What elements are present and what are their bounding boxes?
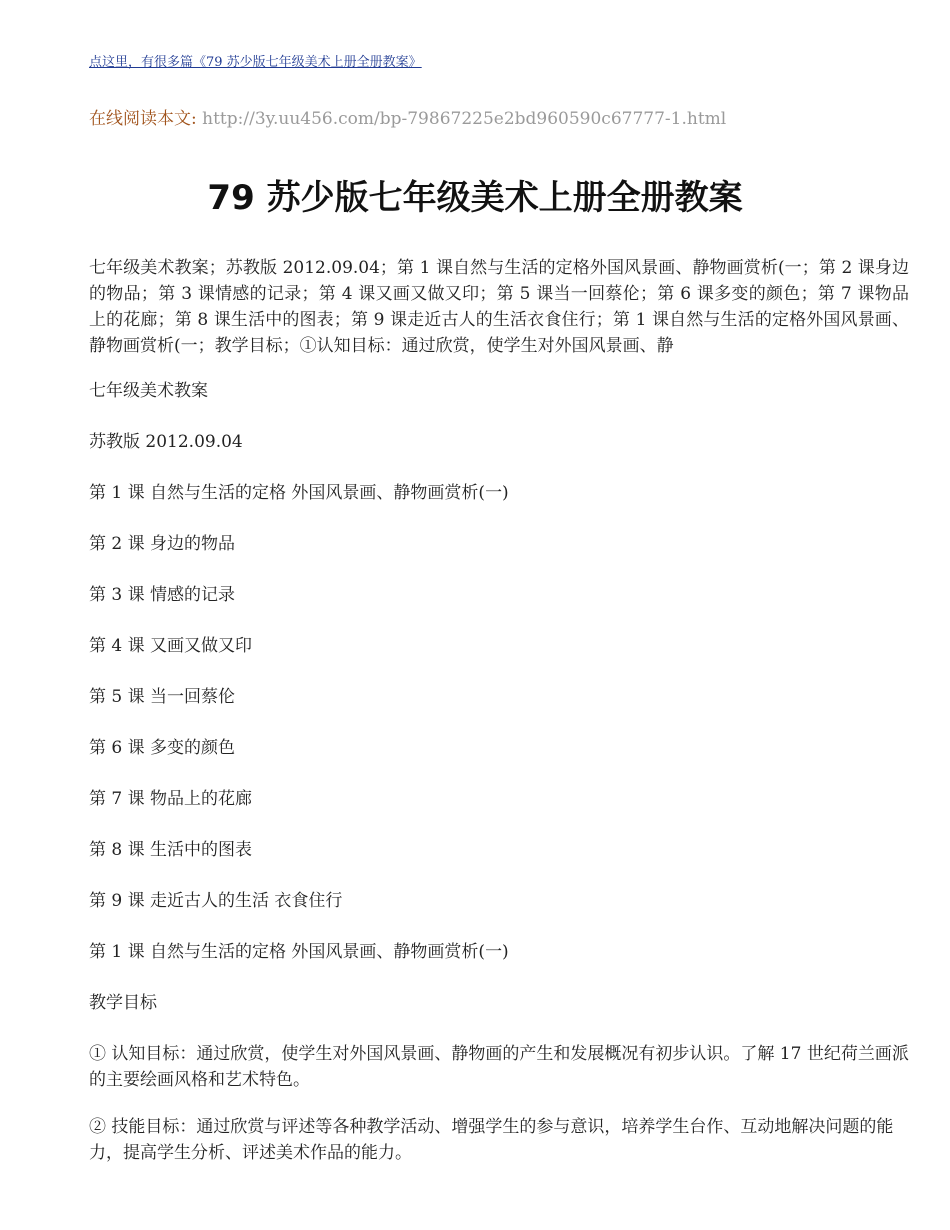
lesson-line: 第 8 课 生活中的图表 — [89, 840, 253, 860]
online-read-row — [89, 104, 726, 129]
lesson-line: 第 1 课 自然与生活的定格 外国风景画、静物画赏析(一) — [89, 483, 509, 503]
section-heading: 教学目标 — [89, 993, 157, 1013]
related-docs-link[interactable]: 点这里，有很多篇《79 苏少版七年级美术上册全册教案》 — [89, 55, 422, 70]
body-line: 七年级美术教案 — [89, 381, 208, 401]
objective-skill: ② 技能目标：通过欣赏与评述等各种教学活动、增强学生的参与意识，培养学生台作、互动地解决问题的能力，提高学生分析、评述美术作品的能力。 — [89, 1117, 894, 1163]
objective-cognitive: ① 认知目标：通过欣赏，使学生对外国风景画、静物画的产生和发展概况有初步认识。了解 17 世纪荷兰画派的主要绘画风格和艺术特色。 — [89, 1044, 909, 1090]
lesson-line: 第 4 课 又画又做又印 — [89, 636, 253, 656]
lesson-line: 第 7 课 物品上的花廊 — [89, 789, 253, 809]
lesson-line: 第 6 课 多变的颜色 — [89, 738, 236, 758]
lesson-line: 第 5 课 当一回蔡伦 — [89, 687, 236, 707]
lesson-line: 第 3 课 情感的记录 — [89, 585, 236, 605]
body-line: 苏教版 2012.09.04 — [89, 432, 243, 452]
lesson-line: 第 2 课 身边的物品 — [89, 534, 236, 554]
lesson-line: 第 1 课 自然与生活的定格 外国风景画、静物画赏析(一) — [89, 942, 509, 962]
online-read-url[interactable]: http://3y.uu456.com/bp-79867225e2bd960590c67777-1.html — [202, 109, 727, 129]
document-summary: 七年级美术教案；苏教版 2012.09.04；第 1 课自然与生活的定格外国风景画、静物画赏析(一；第 2 课身边的物品；第 3 课情感的记录；第 4 课又画又做又印；第 5 课当一回蔡伦；第 6 课多变的颜色；第 7 课物品上的花廊；第 8 课生活中的图表；第 9 课走近古人的生活衣食住行；第 1 课自然与生活的定格外国风景画、静物画赏析(一；教学目标；①认知目标：通过欣赏，使学生对外国风景画、静 — [89, 258, 909, 356]
lesson-line: 第 9 课 走近古人的生活 衣食住行 — [89, 891, 343, 911]
document-title: 79 苏少版七年级美术上册全册教案 — [207, 178, 743, 218]
online-read-label: 在线阅读本文: — [89, 109, 197, 129]
document-body — [89, 255, 909, 1187]
